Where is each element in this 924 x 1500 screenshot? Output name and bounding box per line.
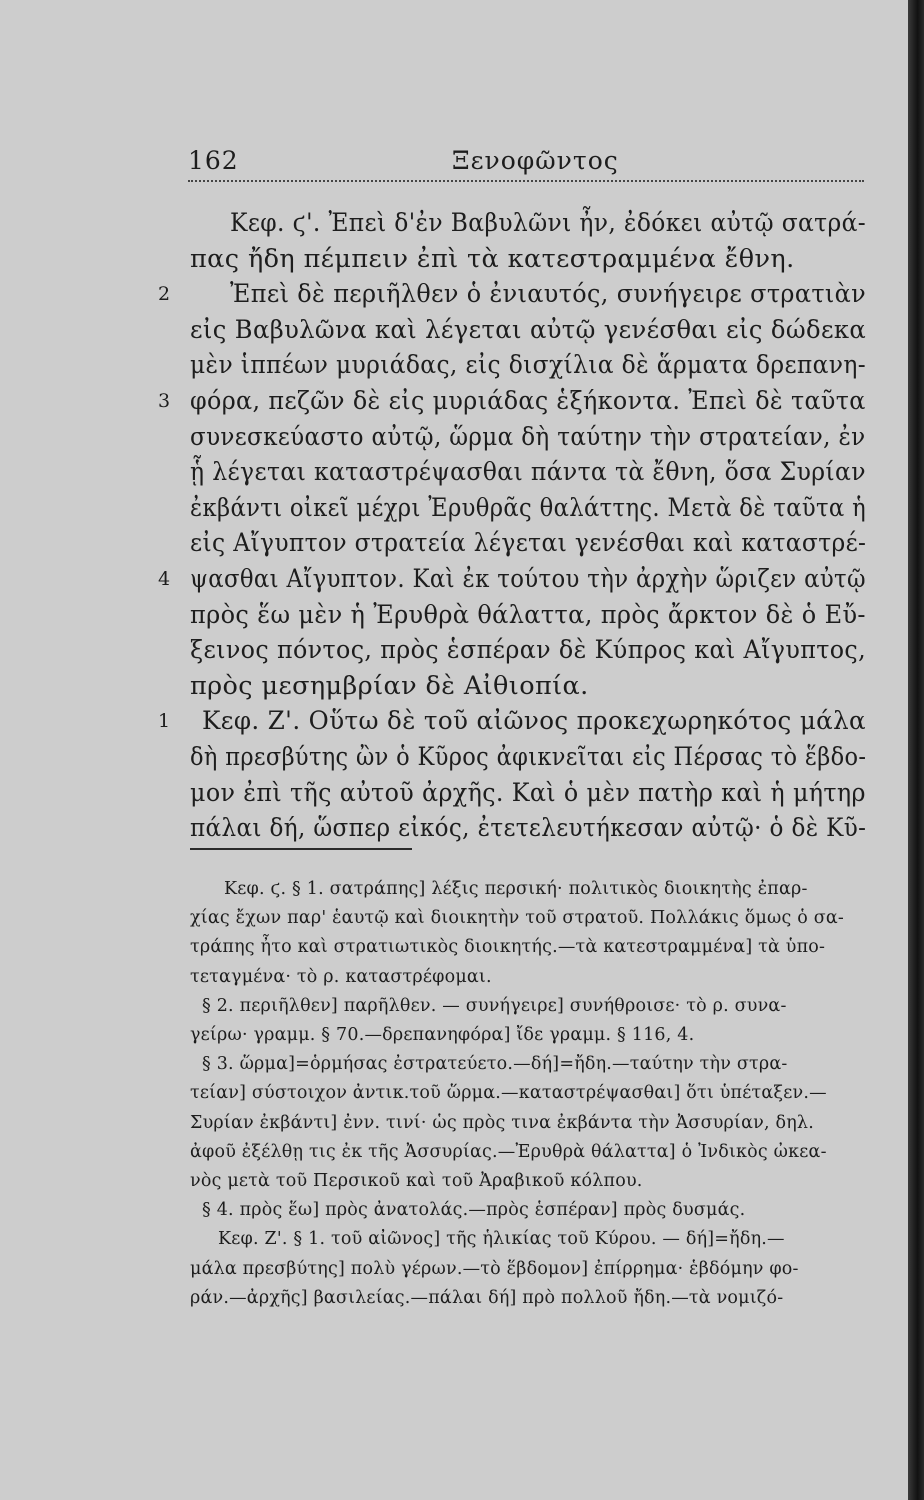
page-number: 162 xyxy=(188,146,239,175)
text-line: μον ἐπὶ τῆς αὐτοῦ ἀρχῆς. Καὶ ὁ μὲν πατὴρ καὶ ἡ μήτηρ xyxy=(190,778,866,808)
section-number: 2 xyxy=(158,283,171,305)
footnote-line: χίας ἔχων παρ' ἑαυτῷ καὶ διοικητὴν τοῦ στρατοῦ. Πολλάκις ὅμως ὁ σα- xyxy=(190,908,845,928)
footnote-line: μάλα πρεσβύτης] πολὺ γέρων.—τὸ ἕβδομον] ἐπίρρημα· ἑβδόμην φο- xyxy=(190,1259,799,1279)
text-line: Ἐπεὶ δὲ περιῆλθεν ὁ ἐνιαυτός, συνήγειρε στρατιὰν xyxy=(230,279,867,309)
text-line: Κεφ. ϛ'. Ἐπεὶ δ'ἐν Βαβυλῶνι ἦν, ἐδόκει αὐτῷ σατρά- xyxy=(230,208,866,238)
text-line: συνεσκεύαστο αὐτῷ, ὥρμα δὴ ταύτην τὴν στρατείαν, ἐν xyxy=(190,422,866,452)
footnote-line: γείρω· γραμμ. § 70.—δρεπανηφόρα] ἴδε γραμμ. § 116, 4. xyxy=(190,1025,695,1045)
book-spine-shadow xyxy=(908,0,924,1500)
footnote-line: Συρίαν ἐκβάντι] ἐνν. τινί· ὡς πρὸς τινα ἐκβάντα τὴν Ἀσσυρίαν, δηλ. xyxy=(190,1113,814,1133)
footnote-line: § 3. ὥρμα]=ὁρμήσας ἐστρατεύετο.—δή]=ἤδη.—ταύτην τὴν στρα- xyxy=(202,1054,788,1074)
footnote-line: § 4. πρὸς ἕω] πρὸς ἀνατολάς.—πρὸς ἑσπέραν] πρὸς δυσμάς. xyxy=(202,1200,746,1220)
text-line: Κεφ. Ζ'. Οὕτω δὲ τοῦ αἰῶνος προκεχωρηκότος μάλα xyxy=(202,706,867,736)
text-line: εἰς Βαβυλῶνα καὶ λέγεται αὐτῷ γενέσθαι εἰς δώδεκα xyxy=(190,315,867,345)
text-line: μὲν ἱππέων μυριάδας, εἰς δισχίλια δὲ ἅρματα δρεπανη- xyxy=(190,350,866,380)
footnote-line: ράν.—ἀρχῆς] βασιλείας.—πάλαι δή] πρὸ πολλοῦ ἤδη.—τὰ νομιζό- xyxy=(190,1288,784,1308)
text-line: ᾗ λέγεται καταστρέψασθαι πάντα τὰ ἔθνη, ὅσα Συρίαν xyxy=(190,457,866,487)
footnote-line: Κεφ. Ζ'. § 1. τοῦ αἰῶνος] τῆς ἡλικίας τοῦ Κύρου. — δή]=ἤδη.— xyxy=(218,1229,785,1249)
section-number: 4 xyxy=(158,568,171,590)
section-number: 3 xyxy=(158,390,171,412)
text-line: ἐκβάντι οἰκεῖ μέχρι Ἐρυθρᾶς θαλάττης. Μετὰ δὲ ταῦτα ἡ xyxy=(190,493,866,523)
text-line: ξεινος πόντος, πρὸς ἑσπέραν δὲ Κύπρος καὶ Αἴγυπτος, xyxy=(190,635,867,665)
footnote-line: Κεφ. ϛ. § 1. σατράπης] λέξις περσική· πολιτικὸς διοικητὴς ἐπαρ- xyxy=(224,879,808,899)
footnote-line: ἀφοῦ ἐξέλθῃ τις ἐκ τῆς Ἀσσυρίας.—Ἐρυθρὰ θάλαττα] ὁ Ἰνδικὸς ὠκεα- xyxy=(190,1142,827,1162)
footnote-line: τράπης ἦτο καὶ στρατιωτικὸς διοικητής.—τὰ κατεστραμμένα] τὰ ὑπο- xyxy=(190,937,826,957)
header-rule xyxy=(188,180,864,182)
text-line: ψασθαι Αἴγυπτον. Καὶ ἐκ τούτου τὴν ἀρχὴν ὥριζεν αὐτῷ xyxy=(190,564,866,594)
text-line: πρὸς μεσημβρίαν δὲ Αἰθιοπία. xyxy=(190,671,589,701)
running-title: Ξενοφῶντος xyxy=(452,146,619,175)
footnote-line: τεταγμένα· τὸ ρ. καταστρέφομαι. xyxy=(190,967,492,987)
footnote-separator xyxy=(190,848,412,850)
text-line: πας ἤδη πέμπειν ἐπὶ τὰ κατεστραμμένα ἔθνη. xyxy=(190,244,795,274)
footnote-line: τείαν] σύστοιχον ἀντικ.τοῦ ὥρμα.—καταστρέψασθαι] ὅτι ὑπέταξεν.— xyxy=(190,1083,827,1103)
footnote-line: § 2. περιῆλθεν] παρῆλθεν. — συνήγειρε] συνήθροισε· τὸ ρ. συνα- xyxy=(202,996,787,1016)
footnote-line: νὸς μετὰ τοῦ Περσικοῦ καὶ τοῦ Ἀραβικοῦ κόλπου. xyxy=(190,1171,643,1191)
text-line: εἰς Αἴγυπτον στρατεία λέγεται γενέσθαι καὶ καταστρέ- xyxy=(190,528,867,558)
text-line: φόρα, πεζῶν δὲ εἰς μυριάδας ἑξήκοντα. Ἐπεὶ δὲ ταῦτα xyxy=(190,386,866,416)
text-line: δὴ πρεσβύτης ὢν ὁ Κῦρος ἀφικνεῖται εἰς Πέρσας τὸ ἕβδο- xyxy=(190,742,867,772)
text-line: πάλαι δή, ὥσπερ εἰκός, ἐτετελευτήκεσαν αὐτῷ· ὁ δὲ Κῦ- xyxy=(190,813,867,843)
section-number: 1 xyxy=(158,710,171,732)
text-line: πρὸς ἕω μὲν ἡ Ἐρυθρὰ θάλαττα, πρὸς ἄρκτον δὲ ὁ Εὔ- xyxy=(190,600,866,630)
page-header xyxy=(188,138,864,184)
